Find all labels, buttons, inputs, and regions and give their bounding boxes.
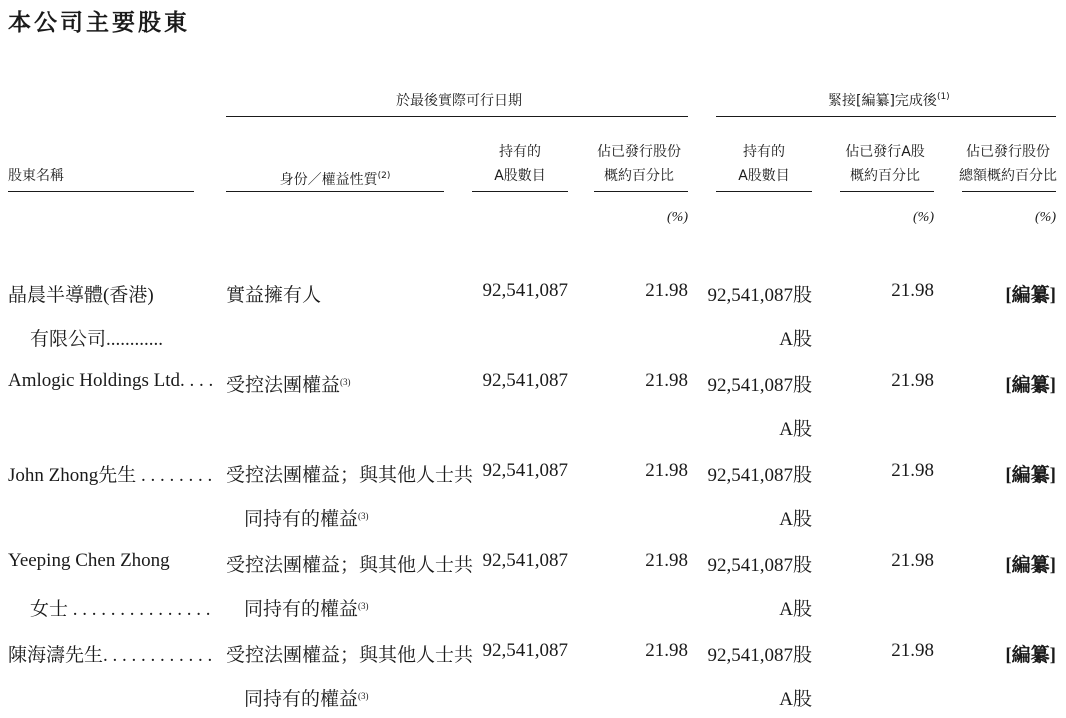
pct-total: [編纂] xyxy=(1005,555,1056,576)
page-title: 本公司主要股東 xyxy=(8,10,190,36)
pct-total: [編纂] xyxy=(1005,375,1056,396)
col-rule-shares-after xyxy=(716,191,812,192)
shareholder-name: Amlogic Holdings Ltd. . . . xyxy=(8,370,214,391)
col-rule-nature xyxy=(226,191,444,192)
footnote-ref: (3) xyxy=(358,691,369,701)
pct-total: [編纂] xyxy=(1005,465,1056,486)
shares-held: 92,541,087 xyxy=(482,640,568,661)
shares-held: 92,541,087 xyxy=(482,550,568,571)
pct-issued: 21.98 xyxy=(645,280,688,301)
shares-after-cont: A股 xyxy=(779,689,812,710)
col-header-pct-total: 佔已發行股份 總額概約百分比 xyxy=(959,144,1057,184)
nature: 受控法團權益；與其他人士共 xyxy=(226,645,474,666)
pct-unit-a: (%) xyxy=(913,210,934,225)
pct-issued: 21.98 xyxy=(645,550,688,571)
pct-unit-issued: (%) xyxy=(667,210,688,225)
col-header-shares-held: 持有的 A股數目 xyxy=(494,144,546,184)
shares-after: 92,541,087股 xyxy=(707,555,812,576)
col-rule-pct-issued xyxy=(594,191,688,192)
col-header-pct-issued: 佔已發行股份 概約百分比 xyxy=(597,144,681,184)
shares-held: 92,541,087 xyxy=(482,280,568,301)
group-header-latest: 於最後實際可行日期 xyxy=(396,93,522,109)
nature: 實益擁有人 xyxy=(226,285,322,306)
shares-after-cont: A股 xyxy=(779,419,812,440)
shares-after-cont: A股 xyxy=(779,509,812,530)
nature-cont: 同持有的權益$^{(3)}$ xyxy=(244,509,369,530)
shares-held: 92,541,087 xyxy=(482,370,568,391)
shares-held: 92,541,087 xyxy=(482,460,568,481)
col-rule-name xyxy=(8,191,194,192)
group-rule-latest xyxy=(226,116,688,117)
footnote-ref: (3) xyxy=(358,601,369,611)
col-header-shares-after: 持有的 A股數目 xyxy=(738,144,790,184)
shares-after: 92,541,087股 xyxy=(707,645,812,666)
col-rule-pct-total xyxy=(962,191,1056,192)
pct-a: 21.98 xyxy=(891,640,934,661)
pct-issued: 21.98 xyxy=(645,370,688,391)
pct-issued: 21.98 xyxy=(645,460,688,481)
shareholder-name: Yeeping Chen Zhong xyxy=(8,550,170,571)
pct-a: 21.98 xyxy=(891,280,934,301)
pct-unit-total: (%) xyxy=(1035,210,1056,225)
pct-a: 21.98 xyxy=(891,460,934,481)
nature-cont: 同持有的權益$^{(3)}$ xyxy=(244,689,369,710)
group-rule-after xyxy=(716,116,1056,117)
shareholder-name: 陳海濤先生. . . . . . . . . . . . xyxy=(8,645,213,666)
nature: 受控法團權益；與其他人士共 xyxy=(226,555,474,576)
col-rule-pct-a xyxy=(840,191,934,192)
nature-cont: 同持有的權益$^{(3)}$ xyxy=(244,599,369,620)
shareholder-name-cont: 有限公司............ xyxy=(30,329,164,350)
col-header-name: 股東名稱 xyxy=(8,168,64,184)
footnote-ref: (3) xyxy=(358,511,369,521)
col-header-pct-a: 佔已發行A股 概約百分比 xyxy=(845,144,925,184)
group-header-after: 緊接[編纂]完成後$^{(1)}$ xyxy=(828,92,950,109)
nature: 受控法團權益；與其他人士共 xyxy=(226,465,474,486)
footnote-ref: (3) xyxy=(340,377,351,387)
pct-total: [編纂] xyxy=(1005,285,1056,306)
pct-issued: 21.98 xyxy=(645,640,688,661)
shares-after-cont: A股 xyxy=(779,599,812,620)
pct-a: 21.98 xyxy=(891,550,934,571)
nature: 受控法團權益$^{(3)}$ xyxy=(226,375,351,396)
shareholder-name-cont: 女士 . . . . . . . . . . . . . . . xyxy=(30,599,211,620)
shareholder-name: 晶晨半導體(香港) xyxy=(8,285,154,306)
shares-after: 92,541,087股 xyxy=(707,375,812,396)
shares-after: 92,541,087股 xyxy=(707,465,812,486)
shares-after-cont: A股 xyxy=(779,329,812,350)
col-rule-shares-held xyxy=(472,191,568,192)
shares-after: 92,541,087股 xyxy=(707,285,812,306)
col-header-nature: 身份／權益性質$^{(2)}$ xyxy=(279,171,391,188)
pct-total: [編纂] xyxy=(1005,645,1056,666)
shareholder-name: John Zhong先生 . . . . . . . . xyxy=(8,465,213,486)
pct-a: 21.98 xyxy=(891,370,934,391)
